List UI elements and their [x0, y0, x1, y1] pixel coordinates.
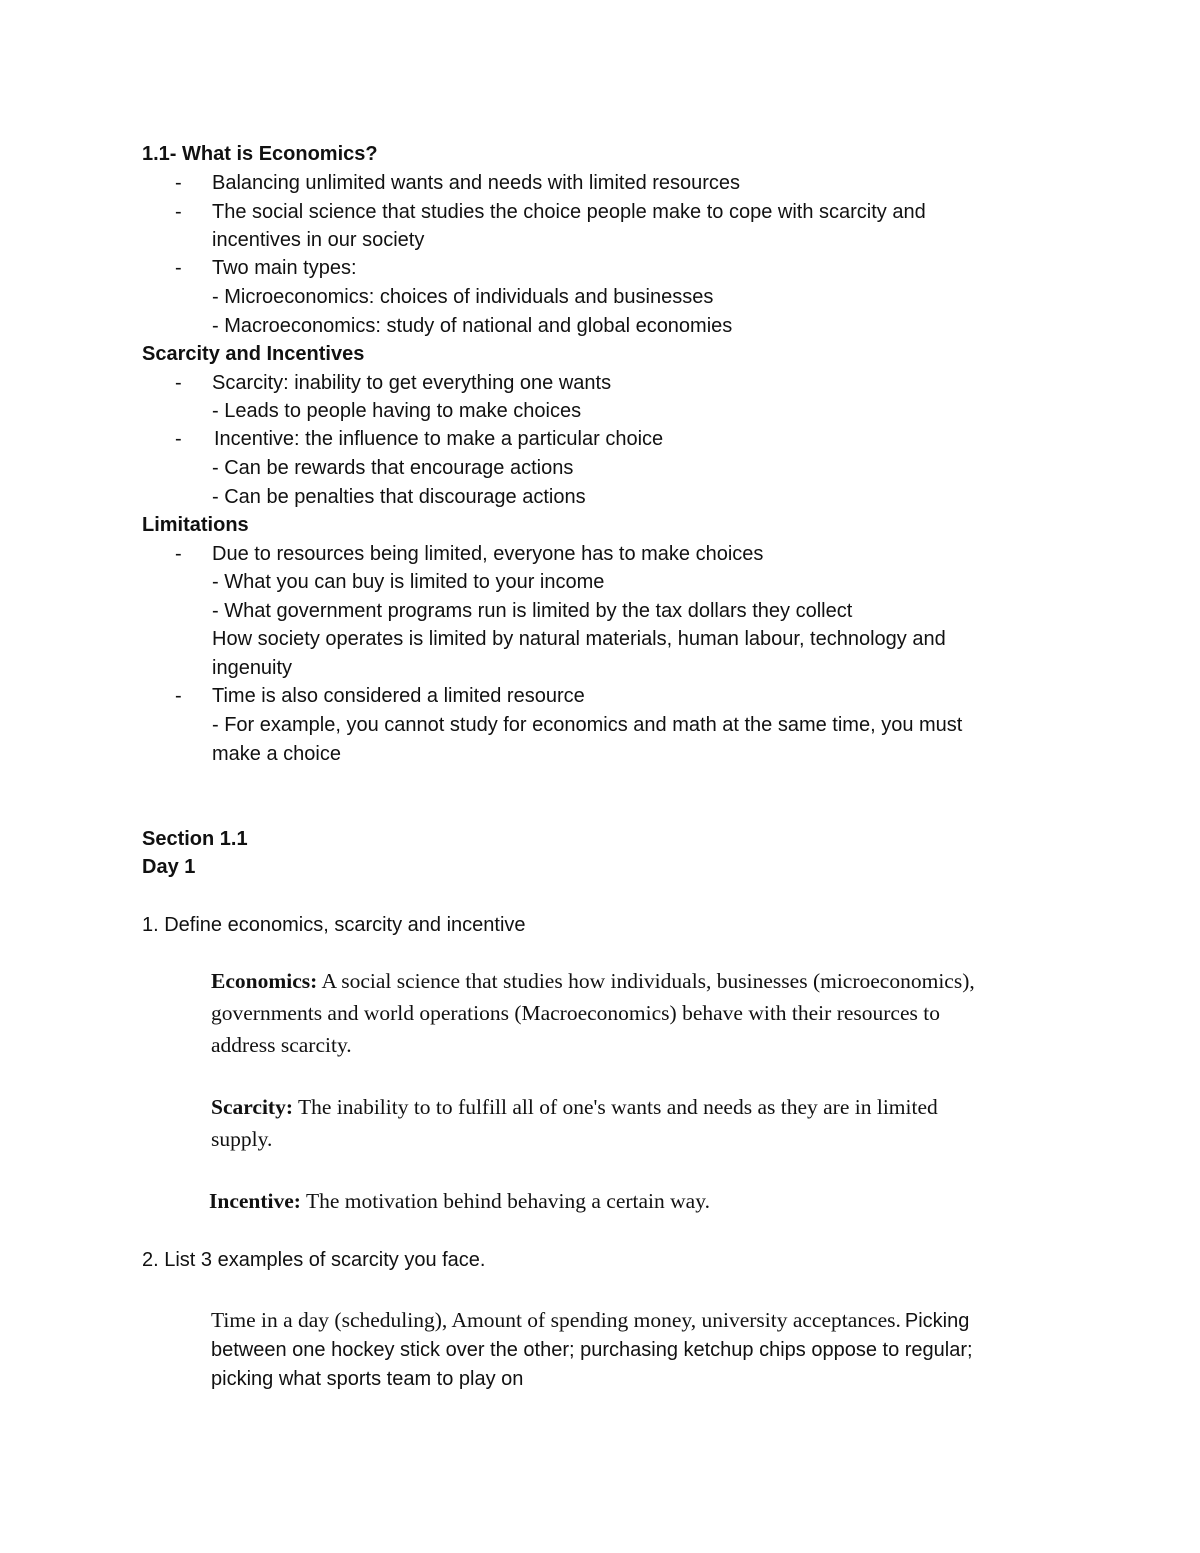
- bullet-dash: -: [175, 428, 182, 450]
- answer-text-continued: picking what sports team to play on: [211, 1368, 524, 1390]
- bullet-text: Due to resources being limited, everyone has to make choices: [212, 543, 764, 565]
- scarcity-definition: The inability to to fulfill all of one's wants and needs as they are in limited: [298, 1095, 938, 1119]
- section-heading-what-is-economics: 1.1- What is Economics?: [142, 143, 378, 165]
- bullet-text: Balancing unlimited wants and needs with limited resources: [212, 172, 741, 194]
- economics-definition-line: [211, 967, 975, 995]
- sub-bullet-text: - For example, you cannot study for economics and math at the same time, you must: [212, 714, 963, 736]
- economics-term: Economics:: [211, 969, 318, 993]
- answer-text-serif: Time in a day (scheduling), Amount of spending money, university acceptances.: [211, 1308, 901, 1332]
- worksheet-day-label: Day 1: [142, 856, 196, 878]
- incentive-definition-line: [209, 1187, 710, 1215]
- economics-definition-continued: address scarcity.: [211, 1033, 352, 1057]
- section-heading-limitations: Limitations: [142, 514, 249, 536]
- section-heading-scarcity-incentives: Scarcity and Incentives: [142, 343, 365, 365]
- answer-text-sans: Picking: [904, 1310, 970, 1332]
- sub-bullet-text: - Leads to people having to make choices: [212, 400, 582, 422]
- paragraph-text: How society operates is limited by natural materials, human labour, technology and: [212, 628, 946, 650]
- bullet-text: Two main types:: [212, 257, 357, 279]
- scarcity-definition-line: [211, 1093, 938, 1121]
- question-1: 1. Define economics, scarcity and incentive: [142, 914, 526, 936]
- answer-text-continued: between one hockey stick over the other; purchasing ketchup chips oppose to regular;: [211, 1339, 973, 1361]
- bullet-dash: -: [175, 685, 182, 707]
- scarcity-term: Scarcity:: [211, 1095, 293, 1119]
- paragraph-text-continued: ingenuity: [212, 657, 293, 679]
- bullet-dash: -: [175, 201, 182, 223]
- bullet-dash: -: [175, 172, 182, 194]
- sub-bullet-text: - What government programs run is limited by the tax dollars they collect: [212, 600, 853, 622]
- bullet-text: Scarcity: inability to get everything one wants: [212, 372, 612, 394]
- incentive-term: Incentive:: [209, 1189, 301, 1213]
- bullet-dash: -: [175, 372, 182, 394]
- bullet-text-continued: incentives in our society: [212, 229, 425, 251]
- bullet-text: The social science that studies the choice people make to cope with scarcity and: [212, 201, 926, 223]
- sub-bullet-text: - What you can buy is limited to your income: [212, 571, 605, 593]
- incentive-definition: The motivation behind behaving a certain way.: [305, 1189, 710, 1213]
- sub-bullet-text: - Macroeconomics: study of national and global economies: [212, 315, 733, 337]
- worksheet-section-label: Section 1.1: [142, 828, 248, 850]
- bullet-dash: -: [175, 543, 182, 565]
- answer-line: [211, 1306, 969, 1337]
- question-2: 2. List 3 examples of scarcity you face.: [142, 1249, 486, 1271]
- economics-definition-continued: governments and world operations (Macroeconomics) behave with their resources to: [211, 1001, 940, 1025]
- economics-definition: A social science that studies how individuals, businesses (microeconomics),: [321, 969, 975, 993]
- scarcity-definition-continued: supply.: [211, 1127, 273, 1151]
- sub-bullet-text-continued: make a choice: [212, 743, 341, 765]
- sub-bullet-text: - Can be rewards that encourage actions: [212, 457, 574, 479]
- sub-bullet-text: - Microeconomics: choices of individuals and businesses: [212, 286, 714, 308]
- sub-bullet-text: - Can be penalties that discourage actions: [212, 486, 586, 508]
- bullet-dash: -: [175, 257, 182, 279]
- bullet-text: Time is also considered a limited resource: [212, 685, 585, 707]
- bullet-text: Incentive: the influence to make a particular choice: [214, 428, 664, 450]
